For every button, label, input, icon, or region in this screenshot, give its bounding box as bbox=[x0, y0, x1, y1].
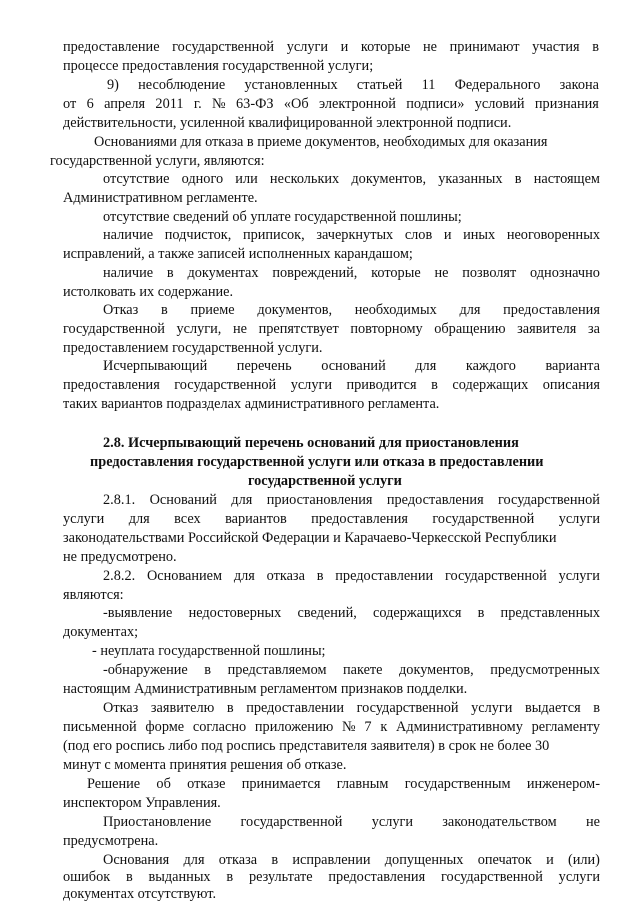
word: услуги bbox=[558, 869, 600, 885]
word: законодательством bbox=[442, 814, 557, 830]
word: исправлении bbox=[292, 852, 371, 868]
text-line bbox=[63, 510, 600, 528]
word: услуги bbox=[290, 377, 332, 393]
text-line bbox=[103, 604, 600, 622]
word: заявителя bbox=[517, 321, 577, 337]
word: в bbox=[592, 39, 599, 55]
word: об bbox=[156, 776, 171, 792]
word: статьей bbox=[356, 77, 403, 93]
word: содержащих bbox=[452, 377, 529, 393]
text-line: таких вариантов подразделах административного регламента. bbox=[63, 396, 440, 412]
word: в bbox=[431, 377, 438, 393]
word: однозначно bbox=[530, 265, 600, 281]
text-line: исправлений, а также записей исполненных карандашом; bbox=[63, 246, 413, 262]
word: для bbox=[459, 302, 481, 318]
text-line: минут с момента принятия решения об отказе. bbox=[63, 757, 347, 773]
word: государственной bbox=[444, 568, 547, 584]
text-line bbox=[103, 851, 600, 869]
text-line: Административном регламенте. bbox=[63, 190, 258, 206]
word: не bbox=[423, 39, 438, 55]
word: наличие bbox=[103, 265, 154, 281]
word: слов bbox=[404, 227, 433, 243]
word: № bbox=[212, 96, 226, 112]
word: приеме bbox=[190, 302, 235, 318]
word: или bbox=[235, 171, 258, 187]
text-line: действительности, усиленной квалифицированной электронной подписи. bbox=[63, 115, 512, 131]
word: перечень bbox=[236, 358, 292, 374]
word: Исчерпывающий bbox=[103, 358, 208, 374]
word: оснований bbox=[321, 358, 386, 374]
word: наличие bbox=[103, 227, 154, 243]
word: в bbox=[226, 700, 234, 716]
word: признания bbox=[534, 96, 599, 112]
text-line: являются: bbox=[63, 587, 124, 603]
word: Федерального bbox=[454, 77, 541, 93]
word: содержащихся bbox=[373, 605, 462, 621]
word: выданных bbox=[148, 869, 211, 885]
word: предоставление bbox=[63, 39, 160, 55]
word: представляемом bbox=[227, 662, 327, 678]
text-line bbox=[63, 868, 600, 886]
word: выдается bbox=[524, 700, 581, 716]
text-line: государственной услуги, являются: bbox=[50, 153, 265, 169]
word: услуги bbox=[286, 39, 328, 55]
text-line bbox=[103, 567, 600, 585]
word: и bbox=[443, 227, 452, 243]
word: недостоверных bbox=[188, 605, 282, 621]
word: участия bbox=[532, 39, 580, 55]
word: варианта bbox=[545, 358, 600, 374]
word: допущенных bbox=[384, 852, 464, 868]
text-line bbox=[87, 775, 600, 793]
word: письменной bbox=[63, 719, 137, 735]
word: повреждений, bbox=[272, 265, 358, 281]
text-line bbox=[63, 376, 600, 394]
word: необходимых bbox=[354, 302, 437, 318]
word: одного bbox=[181, 171, 224, 187]
word: не bbox=[585, 814, 600, 830]
text-line bbox=[107, 76, 599, 94]
word: апреля bbox=[104, 96, 146, 112]
word: для bbox=[231, 492, 253, 508]
word: Основания bbox=[103, 852, 170, 868]
word: предоставления bbox=[311, 511, 408, 527]
word: услуги bbox=[558, 568, 600, 584]
word: в bbox=[161, 302, 168, 318]
word: государственной bbox=[432, 511, 535, 527]
word: 7 bbox=[364, 719, 372, 735]
text-line: инспектором Управления. bbox=[63, 795, 221, 811]
word: предоставлении bbox=[335, 568, 434, 584]
word: подчисток, bbox=[164, 227, 232, 243]
word: для bbox=[128, 511, 150, 527]
text-line: Основаниями для отказа в приеме документов, необходимых для оказания bbox=[94, 134, 548, 150]
word: регламенту bbox=[531, 719, 600, 735]
text-line: истолковать их содержание. bbox=[63, 284, 234, 300]
word: неоговоренных bbox=[506, 227, 600, 243]
word: № bbox=[342, 719, 356, 735]
word: настоящем bbox=[533, 171, 600, 187]
text-line bbox=[103, 491, 600, 509]
word: предоставления bbox=[328, 869, 426, 885]
text-line bbox=[63, 320, 600, 338]
word: услуги bbox=[471, 700, 513, 716]
word: несоблюдение bbox=[138, 77, 226, 93]
word: инженером- bbox=[526, 776, 600, 792]
word: описания bbox=[542, 377, 600, 393]
word: приложению bbox=[254, 719, 334, 735]
word: отказа bbox=[266, 568, 305, 584]
word: документов, bbox=[399, 662, 474, 678]
word: (или) bbox=[567, 852, 600, 868]
word: условий bbox=[474, 96, 525, 112]
word: услуги bbox=[558, 511, 600, 527]
word: подписи» bbox=[406, 96, 465, 112]
word: Административному bbox=[396, 719, 523, 735]
word: нескольких bbox=[269, 171, 340, 187]
word: предусмотренных bbox=[490, 662, 600, 678]
word: опечаток bbox=[477, 852, 532, 868]
text-line: (под его роспись либо под роспись представителя заявителя) в срок не более 30 bbox=[63, 738, 550, 754]
word: и bbox=[546, 852, 554, 868]
word: «Об bbox=[283, 96, 309, 112]
word: документах bbox=[187, 265, 259, 281]
text-line: предоставлением государственной услуги. bbox=[63, 340, 323, 356]
word: Приостановление bbox=[103, 814, 212, 830]
word: которые bbox=[360, 39, 411, 55]
word: не bbox=[434, 265, 449, 281]
word: Оснований bbox=[149, 492, 217, 508]
word: согласно bbox=[192, 719, 247, 735]
word: для bbox=[183, 852, 205, 868]
word: -обнаружение bbox=[103, 662, 188, 678]
word: государственной bbox=[172, 39, 275, 55]
word: 6 bbox=[86, 96, 94, 112]
word: предоставления bbox=[63, 377, 160, 393]
word: 63-ФЗ bbox=[236, 96, 274, 112]
text-line bbox=[103, 226, 600, 244]
word: предоставления bbox=[386, 492, 484, 508]
word: -выявление bbox=[103, 605, 173, 621]
word: форме bbox=[145, 719, 185, 735]
word: государственной bbox=[174, 377, 277, 393]
word: установленных bbox=[244, 77, 338, 93]
word: в bbox=[125, 869, 133, 885]
word: от bbox=[63, 96, 77, 112]
word: услуги, bbox=[176, 321, 222, 337]
text-line bbox=[103, 813, 600, 831]
section-heading: предоставления государственной услуги или отказа в предоставлении bbox=[90, 454, 544, 470]
word: принимается bbox=[241, 776, 321, 792]
word: 11 bbox=[421, 77, 436, 93]
word: Решение bbox=[87, 776, 141, 792]
word: государственной bbox=[63, 321, 165, 337]
word: ошибок bbox=[63, 869, 111, 885]
text-line: не предусмотрено. bbox=[63, 549, 177, 565]
word: государственным bbox=[404, 776, 511, 792]
text-line bbox=[103, 357, 600, 375]
word: для bbox=[233, 568, 255, 584]
word: в bbox=[271, 852, 279, 868]
section-heading: государственной услуги bbox=[248, 473, 402, 489]
text-line bbox=[103, 661, 600, 679]
word: отказе bbox=[187, 776, 226, 792]
word: к bbox=[380, 719, 388, 735]
word: каждого bbox=[465, 358, 516, 374]
word: электронной bbox=[318, 96, 396, 112]
word: 2.8.1. bbox=[103, 492, 136, 508]
word: приписок, bbox=[242, 227, 305, 243]
word: зачеркнутых bbox=[316, 227, 394, 243]
word: Основанием bbox=[146, 568, 223, 584]
word: пакете bbox=[343, 662, 383, 678]
word: сведений, bbox=[297, 605, 357, 621]
word: услуги bbox=[371, 814, 413, 830]
word: в bbox=[204, 662, 212, 678]
word: документов, bbox=[257, 302, 333, 318]
word: в bbox=[166, 265, 174, 281]
word: отказа bbox=[218, 852, 258, 868]
word: приводится bbox=[346, 377, 417, 393]
text-line: - неуплата государственной пошлины; bbox=[92, 643, 326, 659]
word: результате bbox=[248, 869, 313, 885]
word: государственной bbox=[440, 869, 543, 885]
word: которые bbox=[371, 265, 421, 281]
word: предоставления bbox=[503, 302, 600, 318]
text-line bbox=[103, 301, 600, 319]
word: главным bbox=[336, 776, 389, 792]
word: и bbox=[340, 39, 349, 55]
text-line bbox=[63, 38, 599, 56]
word: в bbox=[316, 568, 324, 584]
text-line: отсутствие сведений об уплате государственной пошлины; bbox=[103, 209, 462, 225]
text-line bbox=[103, 264, 600, 282]
word: всех bbox=[174, 511, 201, 527]
text-line bbox=[103, 170, 600, 188]
word: приостановления bbox=[266, 492, 373, 508]
word: в bbox=[514, 171, 522, 187]
text-line: документах; bbox=[63, 624, 139, 640]
word: не bbox=[232, 321, 247, 337]
word: позволят bbox=[462, 265, 517, 281]
word: заявителю bbox=[150, 700, 215, 716]
word: государственной bbox=[498, 492, 600, 508]
word: препятствует bbox=[258, 321, 339, 337]
text-line: предусмотрена. bbox=[63, 833, 159, 849]
word: 2.8.2. bbox=[103, 568, 136, 584]
word: в bbox=[477, 605, 485, 621]
word: принимают bbox=[449, 39, 520, 55]
word: вариантов bbox=[225, 511, 287, 527]
word: 9) bbox=[107, 77, 119, 93]
section-heading: 2.8. Исчерпывающий перечень оснований для приостановления bbox=[103, 435, 519, 451]
word: иных bbox=[463, 227, 496, 243]
word: за bbox=[587, 321, 600, 337]
word: для bbox=[415, 358, 437, 374]
word: Отказ bbox=[103, 700, 139, 716]
text-line bbox=[63, 718, 600, 736]
word: Отказ bbox=[103, 302, 139, 318]
word: государственной bbox=[240, 814, 343, 830]
text-line: документах отсутствуют. bbox=[63, 886, 217, 902]
word: 2011 bbox=[155, 96, 184, 112]
word: г. bbox=[193, 96, 202, 112]
text-line: настоящим Административным регламентом признаков подделки. bbox=[63, 681, 468, 697]
word: услуги bbox=[63, 511, 105, 527]
word: представленных bbox=[500, 605, 600, 621]
word: в bbox=[593, 700, 600, 716]
text-line bbox=[103, 699, 600, 717]
text-line: законодательствами Российской Федерации и Карачаево-Черкесской Республики bbox=[63, 530, 557, 546]
word: отсутствие bbox=[103, 171, 170, 187]
word: закона bbox=[559, 77, 599, 93]
word: повторному bbox=[350, 321, 423, 337]
text-line: процессе предоставления государственной услуги; bbox=[63, 58, 374, 74]
word: указанных bbox=[438, 171, 503, 187]
text-line bbox=[63, 95, 599, 113]
word: государственной bbox=[356, 700, 459, 716]
word: в bbox=[226, 869, 234, 885]
word: документов, bbox=[351, 171, 427, 187]
word: обращению bbox=[434, 321, 506, 337]
word: предоставлении bbox=[246, 700, 345, 716]
